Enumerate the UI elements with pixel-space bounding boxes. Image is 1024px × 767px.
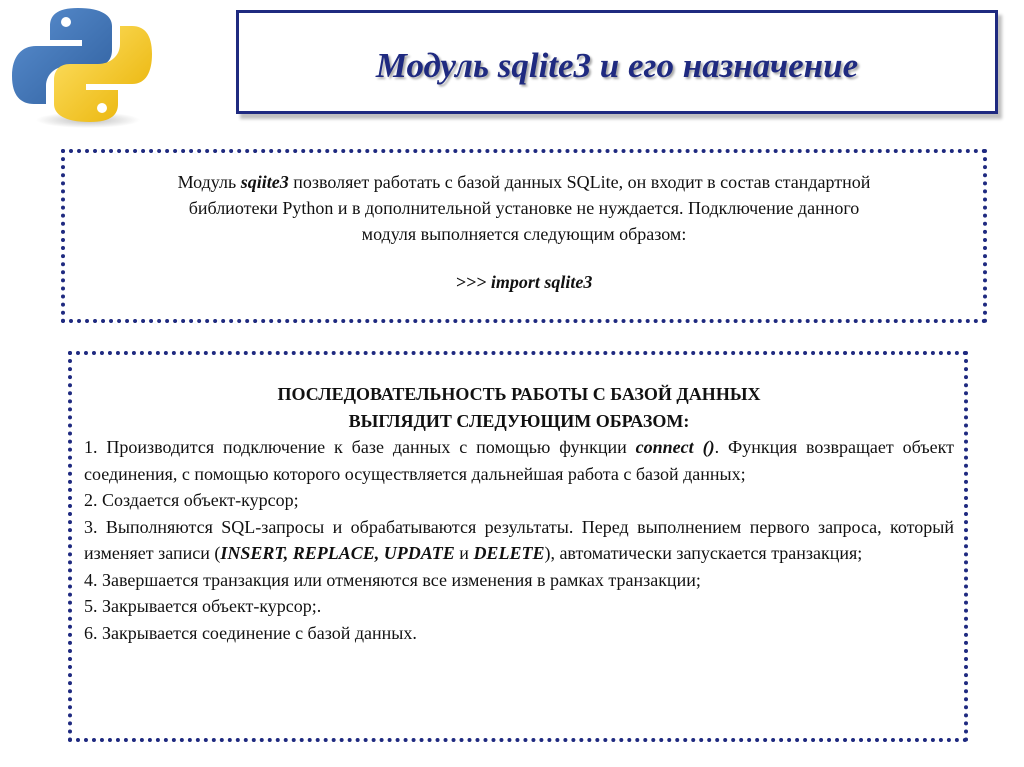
intro-line-1 (95, 169, 953, 195)
sequence-item-4: 4. Завершается транзакция или отменяются все изменения в рамках транзакции; (84, 569, 701, 590)
sequence-item-1 (84, 434, 954, 487)
sequence-item-2: 2. Создается объект-курсор; (84, 490, 299, 510)
item3-text-start: 3. Выполняются SQL-запросы и обрабатываются результаты. Перед выполнением первого запроса, который изменяет записи ( (84, 516, 954, 563)
intro-line-2: библиотеки Python и в дополнительной установке не нуждается. Подключение данного (188, 198, 860, 218)
sequence-item-3 (84, 514, 954, 567)
intro-text-rest: позволяет работать с базой данных SQLite, он входит в состав стандартной (288, 172, 871, 192)
sequence-item-5: 5. Закрывается объект-курсор;. (84, 596, 322, 616)
intro-text-start: Модуль (177, 172, 241, 192)
item1-text-end: . Функция возвращает объект соединения, с помощью которого осуществляется дальнейшая работа с базой данных; (84, 437, 954, 484)
sequence-heading-line-1: ПОСЛЕДОВАТЕЛЬНОСТЬ РАБОТЫ С БАЗОЙ ДАННЫХ (277, 384, 761, 404)
item3-delete: DELETE (473, 543, 545, 563)
python-logo-icon (6, 4, 156, 130)
intro-module-name: sqiite3 (240, 172, 289, 192)
title-box (236, 10, 998, 114)
page-title: Модуль sqlite3 и его назначение (375, 46, 859, 85)
import-code: >>> import sqlite3 (455, 272, 593, 292)
item3-statements: INSERT, REPLACE, UPDATE (220, 543, 455, 563)
item1-text-start: 1. Производится подключение к базе данных с помощью функции (84, 437, 636, 457)
sequence-item-6: 6. Закрывается соединение с базой данных. (84, 622, 417, 643)
sequence-heading-line-2: ВЫГЛЯДИТ СЛЕДУЮЩИМ ОБРАЗОМ: (348, 410, 690, 431)
intro-box (61, 149, 987, 323)
sequence-list (84, 434, 954, 646)
item3-and: и (454, 543, 474, 563)
sequence-box (68, 351, 968, 742)
item1-function: connect () (635, 437, 715, 457)
item3-text-end: ), автоматически запускается транзакция; (544, 543, 863, 563)
intro-line-3: модуля выполняется следующим образом: (361, 224, 687, 244)
